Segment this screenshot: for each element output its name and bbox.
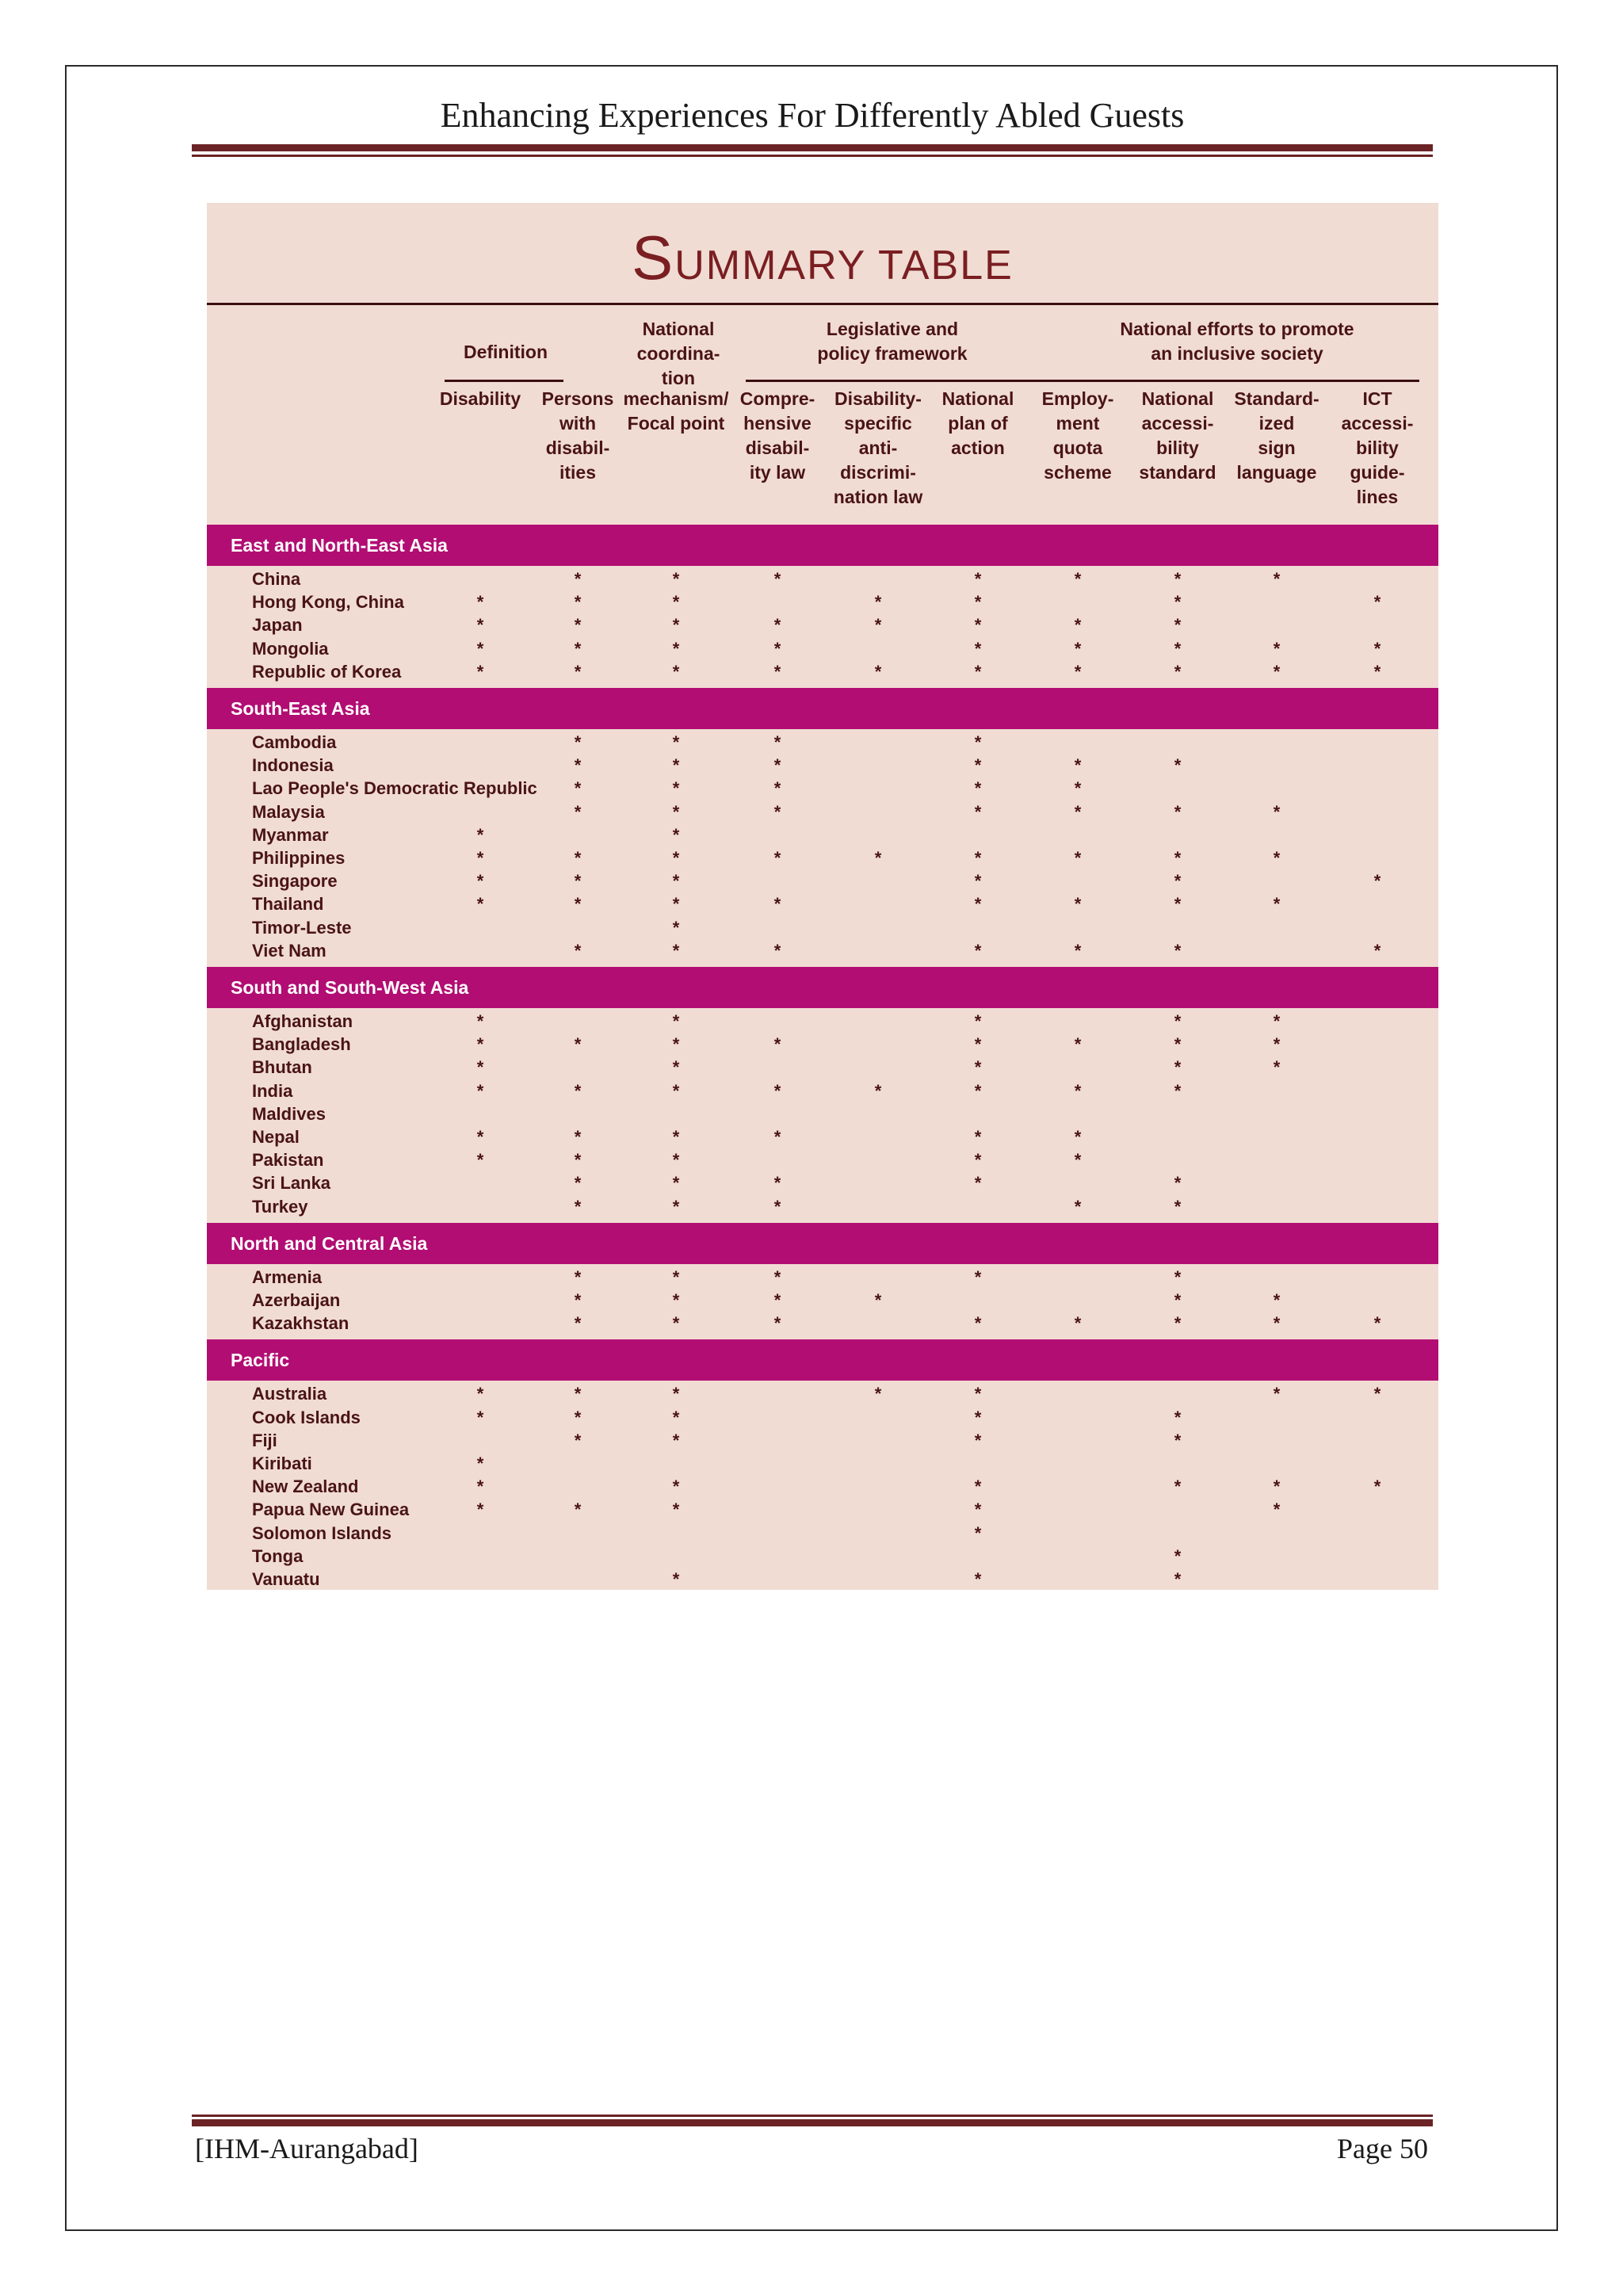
table-mark: * bbox=[574, 940, 582, 961]
table-mark: * bbox=[1074, 638, 1082, 659]
table-mark: * bbox=[574, 755, 582, 776]
table-mark: * bbox=[1273, 801, 1281, 822]
table-mark: * bbox=[672, 871, 680, 892]
column-header: Disability- specific anti- discrimi- nation law bbox=[833, 388, 923, 507]
table-mark: * bbox=[672, 778, 680, 799]
table-mark: * bbox=[974, 801, 982, 822]
table-mark: * bbox=[974, 1034, 982, 1055]
table-mark: * bbox=[1174, 1290, 1182, 1310]
table-mark: * bbox=[672, 824, 680, 845]
table-mark: * bbox=[1174, 661, 1182, 682]
table-mark: * bbox=[974, 638, 982, 659]
table-mark: * bbox=[1174, 1266, 1182, 1287]
table-mark: * bbox=[672, 848, 680, 868]
table-mark: * bbox=[1373, 592, 1381, 613]
table-mark: * bbox=[773, 1313, 781, 1334]
table-mark: * bbox=[874, 1290, 882, 1310]
table-mark: * bbox=[773, 1173, 781, 1194]
table-mark: * bbox=[574, 1384, 582, 1404]
region-header: East and North-East Asia bbox=[207, 525, 1438, 566]
table-mark: * bbox=[1174, 1196, 1182, 1217]
table-mark: * bbox=[1174, 1011, 1182, 1031]
country-name: India bbox=[252, 1080, 293, 1101]
country-name: Nepal bbox=[252, 1127, 300, 1147]
table-mark: * bbox=[476, 615, 484, 636]
column-header: Standard- ized sign language bbox=[1234, 388, 1319, 483]
table-mark: * bbox=[574, 1080, 582, 1101]
column-header: Employ- ment quota scheme bbox=[1041, 388, 1114, 483]
table-mark: * bbox=[773, 1080, 781, 1101]
country-name: China bbox=[252, 569, 301, 589]
table-mark: * bbox=[672, 1150, 680, 1171]
table-mark: * bbox=[1273, 1034, 1281, 1055]
table-mark: * bbox=[773, 732, 781, 752]
table-mark: * bbox=[1174, 801, 1182, 822]
country-name: Turkey bbox=[252, 1196, 308, 1217]
table-mark: * bbox=[1174, 638, 1182, 659]
table-mark: * bbox=[1174, 1569, 1182, 1589]
page-number: Page 50 bbox=[1337, 2133, 1428, 2164]
table-mark: * bbox=[874, 1384, 882, 1404]
table-mark: * bbox=[672, 894, 680, 915]
group-header-national-coordination: National coordina- tion bbox=[636, 319, 720, 388]
table-mark: * bbox=[1273, 569, 1281, 589]
table-mark: * bbox=[1074, 848, 1082, 868]
summary-table bbox=[207, 203, 1438, 1590]
table-mark: * bbox=[1074, 1034, 1082, 1055]
group-header-national-efforts: National efforts to promote an inclusive society bbox=[1120, 319, 1354, 364]
table-mark: * bbox=[476, 1407, 484, 1427]
table-mark: * bbox=[574, 1150, 582, 1171]
table-mark: * bbox=[1074, 894, 1082, 915]
table-mark: * bbox=[974, 1057, 982, 1078]
table-mark: * bbox=[574, 778, 582, 799]
table-mark: * bbox=[974, 1569, 982, 1589]
table-mark: * bbox=[974, 848, 982, 868]
table-mark: * bbox=[773, 638, 781, 659]
country-name: Kiribati bbox=[252, 1454, 312, 1473]
country-name: Thailand bbox=[252, 894, 324, 915]
table-mark: * bbox=[1174, 848, 1182, 868]
table-mark: * bbox=[1174, 615, 1182, 636]
table-mark: * bbox=[974, 1430, 982, 1450]
column-header: Compre- hensive disabil- ity law bbox=[739, 388, 815, 483]
table-mark: * bbox=[974, 871, 982, 892]
table-mark: * bbox=[476, 894, 484, 915]
table-mark: * bbox=[974, 732, 982, 752]
country-name: Cambodia bbox=[252, 732, 337, 752]
table-mark: * bbox=[574, 848, 582, 868]
country-name: Viet Nam bbox=[252, 940, 327, 961]
country-name: Republic of Korea bbox=[252, 661, 402, 682]
country-name: Armenia bbox=[252, 1266, 323, 1287]
table-mark: * bbox=[1273, 1057, 1281, 1078]
table-mark: * bbox=[974, 755, 982, 776]
table-mark: * bbox=[672, 1011, 680, 1031]
country-name: Fiji bbox=[252, 1430, 277, 1450]
table-mark: * bbox=[574, 661, 582, 682]
table-mark: * bbox=[476, 1127, 484, 1147]
region-header: South and South-West Asia bbox=[207, 967, 1438, 1008]
table-mark: * bbox=[974, 661, 982, 682]
table-mark: * bbox=[974, 1150, 982, 1171]
table-mark: * bbox=[574, 1407, 582, 1427]
column-header: mechanism/ Focal point bbox=[623, 388, 729, 434]
group-header-definition: Definition bbox=[463, 342, 548, 362]
table-mark: * bbox=[574, 1196, 582, 1217]
table-mark: * bbox=[1174, 1173, 1182, 1194]
table-mark: * bbox=[574, 1173, 582, 1194]
table-mark: * bbox=[974, 1266, 982, 1287]
table-mark: * bbox=[1074, 1150, 1082, 1171]
table-mark: * bbox=[1273, 638, 1281, 659]
table-mark: * bbox=[1373, 940, 1381, 961]
table-mark: * bbox=[974, 1080, 982, 1101]
column-header: National accessi- bility standard bbox=[1139, 388, 1216, 483]
country-name: Bhutan bbox=[252, 1057, 312, 1078]
table-mark: * bbox=[974, 1407, 982, 1427]
table-mark: * bbox=[1174, 894, 1182, 915]
table-mark: * bbox=[476, 1454, 484, 1473]
table-mark: * bbox=[1174, 1545, 1182, 1566]
table-mark: * bbox=[1074, 940, 1082, 961]
table-mark: * bbox=[1273, 1477, 1281, 1497]
summary-title-rule bbox=[207, 303, 1438, 305]
country-name: Japan bbox=[252, 615, 303, 636]
table-mark: * bbox=[1373, 1313, 1381, 1334]
table-mark: * bbox=[773, 778, 781, 799]
table-mark: * bbox=[974, 592, 982, 613]
table-mark: * bbox=[672, 917, 680, 938]
table-mark: * bbox=[476, 848, 484, 868]
table-mark: * bbox=[574, 1499, 582, 1520]
table-mark: * bbox=[476, 1477, 484, 1497]
table-mark: * bbox=[672, 1313, 680, 1334]
table-mark: * bbox=[672, 1080, 680, 1101]
table-mark: * bbox=[1174, 1430, 1182, 1450]
table-mark: * bbox=[672, 732, 680, 752]
table-mark: * bbox=[974, 1313, 982, 1334]
table-mark: * bbox=[773, 1196, 781, 1217]
table-mark: * bbox=[1273, 1290, 1281, 1310]
table-mark: * bbox=[574, 801, 582, 822]
table-mark: * bbox=[672, 1034, 680, 1055]
table-mark: * bbox=[672, 592, 680, 613]
table-mark: * bbox=[1074, 1313, 1082, 1334]
table-mark: * bbox=[1174, 1080, 1182, 1101]
table-mark: * bbox=[974, 1173, 982, 1194]
table-mark: * bbox=[672, 569, 680, 589]
table-mark: * bbox=[1174, 592, 1182, 613]
table-mark: * bbox=[1174, 1313, 1182, 1334]
table-mark: * bbox=[974, 1127, 982, 1147]
table-mark: * bbox=[1174, 569, 1182, 589]
country-name: Singapore bbox=[252, 871, 338, 892]
table-mark: * bbox=[574, 1290, 582, 1310]
table-mark: * bbox=[476, 824, 484, 845]
column-header: ICT accessi- bility guide- lines bbox=[1341, 388, 1414, 507]
table-mark: * bbox=[773, 1127, 781, 1147]
region-header: Pacific bbox=[207, 1339, 1438, 1381]
table-mark: * bbox=[1174, 1034, 1182, 1055]
table-mark: * bbox=[574, 871, 582, 892]
table-mark: * bbox=[974, 615, 982, 636]
country-name: Cook Islands bbox=[252, 1407, 361, 1427]
summary-title: SUMMARY TABLE bbox=[632, 223, 1014, 292]
table-mark: * bbox=[574, 615, 582, 636]
table-mark: * bbox=[874, 615, 882, 636]
table-mark: * bbox=[1273, 1011, 1281, 1031]
header-rule-thin bbox=[192, 155, 1433, 157]
table-mark: * bbox=[574, 569, 582, 589]
country-name: Kazakhstan bbox=[252, 1313, 349, 1334]
page-header: Enhancing Experiences For Differently Abled Guests bbox=[440, 96, 1185, 135]
table-mark: * bbox=[1273, 894, 1281, 915]
footer-institution: [IHM-Aurangabad] bbox=[195, 2133, 418, 2164]
table-mark: * bbox=[672, 1499, 680, 1520]
table-mark: * bbox=[476, 1384, 484, 1404]
table-mark: * bbox=[773, 755, 781, 776]
national-efforts-underline bbox=[1039, 380, 1419, 382]
country-name: Australia bbox=[252, 1384, 327, 1404]
table-mark: * bbox=[874, 1080, 882, 1101]
country-name: Papua New Guinea bbox=[252, 1499, 410, 1520]
table-mark: * bbox=[574, 638, 582, 659]
table-mark: * bbox=[1373, 661, 1381, 682]
header-rule-thick bbox=[192, 144, 1433, 151]
table-mark: * bbox=[874, 592, 882, 613]
table-mark: * bbox=[672, 1266, 680, 1287]
table-mark: * bbox=[672, 1430, 680, 1450]
table-mark: * bbox=[574, 732, 582, 752]
country-name: Tonga bbox=[252, 1545, 304, 1566]
table-mark: * bbox=[773, 1034, 781, 1055]
country-name: Afghanistan bbox=[252, 1011, 353, 1031]
table-mark: * bbox=[1373, 638, 1381, 659]
table-mark: * bbox=[672, 615, 680, 636]
table-mark: * bbox=[1174, 1477, 1182, 1497]
country-name: Hong Kong, China bbox=[252, 592, 404, 613]
table-mark: * bbox=[974, 1477, 982, 1497]
table-mark: * bbox=[773, 569, 781, 589]
table-mark: * bbox=[1273, 1313, 1281, 1334]
definition-underline bbox=[445, 380, 563, 382]
country-name: Mongolia bbox=[252, 638, 329, 659]
country-name: Malaysia bbox=[252, 801, 325, 822]
footer-rule-thin bbox=[192, 2115, 1433, 2117]
footer-rule-thick bbox=[192, 2119, 1433, 2126]
table-mark: * bbox=[672, 638, 680, 659]
country-name: Philippines bbox=[252, 848, 346, 868]
country-name: Vanuatu bbox=[252, 1569, 320, 1589]
table-mark: * bbox=[974, 894, 982, 915]
country-name: Solomon Islands bbox=[252, 1522, 392, 1543]
table-mark: * bbox=[476, 1080, 484, 1101]
table-mark: * bbox=[476, 661, 484, 682]
table-mark: * bbox=[974, 940, 982, 961]
table-mark: * bbox=[1074, 661, 1082, 682]
table-mark: * bbox=[773, 615, 781, 636]
country-name: Sri Lanka bbox=[252, 1173, 331, 1194]
country-name: Pakistan bbox=[252, 1150, 324, 1171]
table-mark: * bbox=[476, 1057, 484, 1078]
country-name: Indonesia bbox=[252, 755, 334, 776]
table-mark: * bbox=[1074, 569, 1082, 589]
table-mark: * bbox=[476, 1499, 484, 1520]
table-mark: * bbox=[773, 1266, 781, 1287]
table-mark: * bbox=[1373, 1477, 1381, 1497]
table-mark: * bbox=[574, 592, 582, 613]
table-mark: * bbox=[476, 1150, 484, 1171]
country-name: Lao People's Democratic Republic bbox=[252, 778, 537, 799]
table-mark: * bbox=[773, 894, 781, 915]
table-mark: * bbox=[1074, 801, 1082, 822]
table-mark: * bbox=[672, 940, 680, 961]
table-mark: * bbox=[672, 1057, 680, 1078]
table-mark: * bbox=[672, 755, 680, 776]
table-mark: * bbox=[874, 848, 882, 868]
table-mark: * bbox=[574, 1266, 582, 1287]
table-mark: * bbox=[1174, 940, 1182, 961]
table-mark: * bbox=[574, 894, 582, 915]
table-mark: * bbox=[672, 1173, 680, 1194]
table-mark: * bbox=[974, 1384, 982, 1404]
table-mark: * bbox=[874, 661, 882, 682]
table-mark: * bbox=[773, 661, 781, 682]
table-mark: * bbox=[773, 801, 781, 822]
table-mark: * bbox=[672, 801, 680, 822]
table-mark: * bbox=[672, 1196, 680, 1217]
table-mark: * bbox=[1273, 1384, 1281, 1404]
table-mark: * bbox=[476, 592, 484, 613]
table-mark: * bbox=[1174, 1057, 1182, 1078]
table-mark: * bbox=[1074, 1127, 1082, 1147]
table-mark: * bbox=[1074, 615, 1082, 636]
table-mark: * bbox=[1373, 871, 1381, 892]
country-name: Maldives bbox=[252, 1103, 326, 1124]
table-mark: * bbox=[1174, 1407, 1182, 1427]
table-mark: * bbox=[672, 1290, 680, 1310]
table-mark: * bbox=[476, 638, 484, 659]
table-mark: * bbox=[1273, 1499, 1281, 1520]
table-mark: * bbox=[1074, 778, 1082, 799]
group-header-legislative: Legislative and policy framework bbox=[817, 319, 968, 364]
country-name: Timor-Leste bbox=[252, 917, 352, 938]
table-mark: * bbox=[476, 871, 484, 892]
table-mark: * bbox=[1074, 1080, 1082, 1101]
region-header: North and Central Asia bbox=[207, 1223, 1438, 1264]
table-mark: * bbox=[672, 1569, 680, 1589]
table-mark: * bbox=[574, 1034, 582, 1055]
table-mark: * bbox=[974, 1499, 982, 1520]
table-mark: * bbox=[574, 1313, 582, 1334]
table-mark: * bbox=[476, 1034, 484, 1055]
table-mark: * bbox=[974, 778, 982, 799]
legislative-underline bbox=[746, 380, 1039, 382]
table-mark: * bbox=[773, 848, 781, 868]
table-mark: * bbox=[773, 940, 781, 961]
country-name: Azerbaijan bbox=[252, 1290, 341, 1310]
table-mark: * bbox=[1273, 848, 1281, 868]
table-mark: * bbox=[1174, 871, 1182, 892]
table-mark: * bbox=[1074, 755, 1082, 776]
region-header: South-East Asia bbox=[207, 688, 1438, 729]
table-mark: * bbox=[574, 1430, 582, 1450]
table-mark: * bbox=[1074, 1196, 1082, 1217]
country-name: Myanmar bbox=[252, 824, 329, 845]
column-header: National plan of action bbox=[941, 388, 1014, 458]
country-name: New Zealand bbox=[252, 1477, 359, 1497]
table-mark: * bbox=[476, 1011, 484, 1031]
table-mark: * bbox=[672, 1407, 680, 1427]
country-name: Bangladesh bbox=[252, 1034, 351, 1055]
table-mark: * bbox=[672, 661, 680, 682]
table-mark: * bbox=[974, 1011, 982, 1031]
column-header: Disability bbox=[439, 388, 521, 409]
table-mark: * bbox=[773, 1290, 781, 1310]
table-mark: * bbox=[1174, 755, 1182, 776]
table-mark: * bbox=[974, 569, 982, 589]
table-mark: * bbox=[1273, 661, 1281, 682]
table-mark: * bbox=[672, 1384, 680, 1404]
table-mark: * bbox=[672, 1477, 680, 1497]
column-header: Persons with disabil- ities bbox=[541, 388, 614, 483]
table-mark: * bbox=[574, 1127, 582, 1147]
table-mark: * bbox=[672, 1127, 680, 1147]
table-mark: * bbox=[974, 1522, 982, 1543]
table-mark: * bbox=[1373, 1384, 1381, 1404]
